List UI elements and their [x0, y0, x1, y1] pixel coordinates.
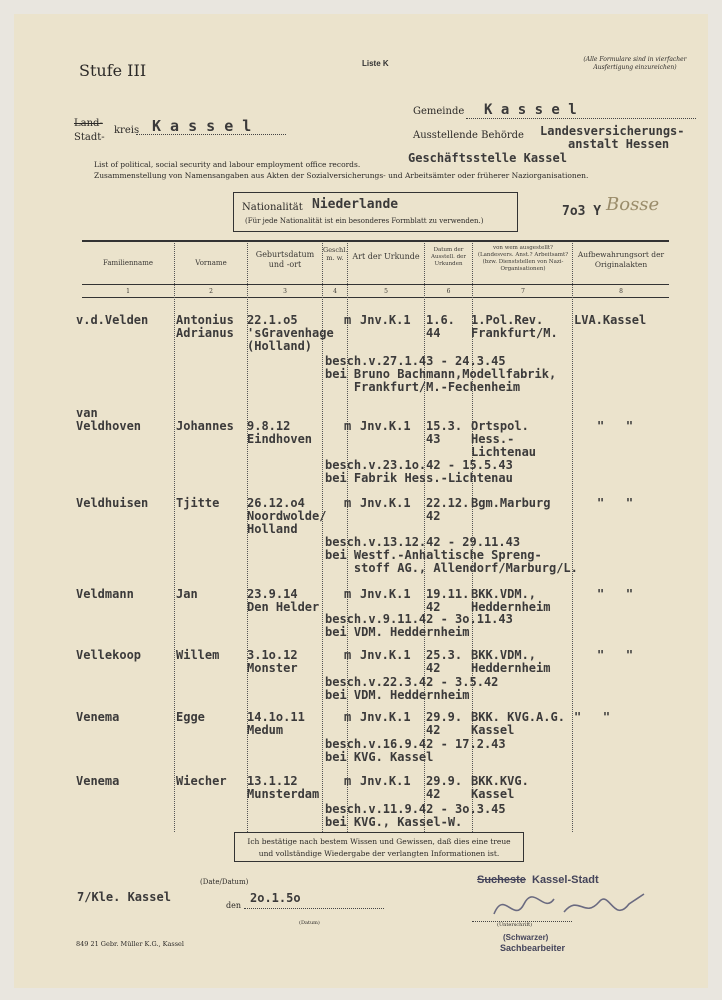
gemeinde-label: Gemeinde	[413, 106, 465, 117]
row6-geb: 14.1o.11 Medum	[247, 710, 305, 737]
nat-label: Nationalität	[242, 202, 303, 213]
stamp-office: Kassel-Stadt	[532, 874, 599, 886]
row4-name: Veldmann	[76, 587, 134, 601]
row6-art: Jnv.K.1	[360, 710, 411, 724]
col-num-6: 6	[446, 288, 451, 295]
ref-handwritten: Bosse	[606, 194, 660, 215]
row5-name: Vellekoop	[76, 648, 142, 662]
col-header-7: von wem ausgestellt? (Landesvers. Anst.? Arbeitsamt? (bzw. Dienststellen von Nazi-Organisationen)	[477, 245, 569, 272]
date-label: (Date/Datum)	[200, 878, 249, 886]
confirmation-box: Ich bestätige nach bestem Wissen und Gewissen, daß dies eine treue und vollständige Wiedergabe der verlangten Informationen ist.	[234, 832, 524, 862]
row4-art: Jnv.K.1	[360, 587, 411, 601]
row1-ort: LVA.Kassel	[574, 313, 647, 327]
land-prefix: Land-	[74, 118, 103, 129]
behoerde-value-2: anstalt Hessen	[568, 137, 670, 151]
row1-besch: besch.v.27.1.43 - 24.3.45 bei Bruno Bachmann,Modellfabrik, Frankfurt/M.-Fechenheim	[325, 354, 557, 394]
unterschrift-label: (Unterschrift)	[497, 922, 533, 928]
row3-geb: 26.12.o4 Noordwolde/ Holland	[247, 496, 327, 536]
col-num-4: 4	[333, 288, 337, 295]
row6-besch: besch.v.16.9.42 - 17.2.43 bei KVG. Kassel	[325, 737, 506, 764]
footer-date: 2o.1.5o	[250, 891, 301, 905]
row2-ort: " "	[597, 419, 634, 433]
behoerde-value-3: Geschäftsstelle Kassel	[408, 151, 567, 165]
signer-title: Sachbearbeiter	[500, 943, 566, 953]
row1-art: Jnv.K.1	[360, 313, 411, 327]
gemeinde-line	[466, 118, 696, 119]
col-header-5: Art der Urkunde	[352, 252, 420, 261]
col-num-1: 1	[126, 288, 130, 295]
row7-sex: m	[344, 774, 352, 788]
date-line	[244, 908, 384, 909]
col-header-3: Geburtsdatum und -ort	[255, 250, 315, 269]
row3-ort: " "	[597, 496, 634, 510]
row7-name: Venema	[76, 774, 120, 788]
signer-name: (Schwarzer)	[503, 933, 549, 942]
footer-ref: 7/Kle. Kassel	[77, 890, 171, 904]
row5-besch: besch.v.22.3.42 - 3.5.42 bei VDM. Heddernheim	[325, 675, 499, 702]
row4-sex: m	[344, 587, 352, 601]
row1-von: 1.Pol.Rev. Frankfurt/M.	[471, 313, 558, 340]
row5-datum: 25.3. 42	[426, 648, 463, 675]
row6-sex: m	[344, 710, 352, 724]
row6-von: BKK. KVG.A.G. Kassel	[471, 710, 565, 737]
row7-besch: besch.v.11.9.42 - 3o.3.45 bei KVG., Kassel-W.	[325, 802, 506, 829]
row7-geb: 13.1.12 Munsterdam	[247, 774, 320, 801]
row1-geb: 22.1.o5 'sGravenhage (Holland)	[247, 313, 334, 353]
den-label: den	[226, 901, 242, 910]
row6-vorname: Egge	[176, 710, 205, 724]
row6-datum: 29.9. 42	[426, 710, 463, 737]
stufe-label: Stufe III	[79, 61, 147, 80]
col-num-7: 7	[521, 288, 525, 295]
row1-sex: m	[344, 313, 352, 327]
row5-sex: m	[344, 648, 352, 662]
row6-name: Venema	[76, 710, 120, 724]
col-num-2: 2	[209, 288, 213, 295]
table-top-rule	[82, 240, 669, 242]
row4-geb: 23.9.14 Den Helder	[247, 587, 320, 614]
row2-von: Ortspol. Hess.- Lichtenau	[471, 419, 537, 459]
nat-note: (Für jede Nationalität ist ein besonderes Formblatt zu verwenden.)	[245, 217, 484, 225]
col-header-6: Datum der Ausstell. der Urkunden	[430, 247, 467, 267]
row2-besch: besch.v.23.1o.42 - 15.5.43 bei Fabrik Hess.-Lichtenau	[325, 458, 513, 485]
row3-von: Bgm.Marburg	[471, 496, 551, 510]
row3-vorname: Tjitte	[176, 496, 220, 510]
gemeinde-value: K a s s e l	[484, 102, 577, 118]
row3-sex: m	[344, 496, 352, 510]
col-num-5: 5	[384, 288, 388, 295]
row5-vorname: Willem	[176, 648, 220, 662]
row1-name: v.d.Velden	[76, 313, 149, 327]
desc-en: List of political, social security and labour employment office records.	[94, 160, 361, 169]
row4-besch: besch.v.9.11.42 - 3o.11.43 bei VDM. Heddernheim	[325, 612, 513, 639]
row2-vorname: Johannes	[176, 419, 234, 433]
ref-number: 7o3 Y	[562, 204, 602, 219]
row2-sex: m	[344, 419, 352, 433]
nat-value: Niederlande	[312, 197, 399, 212]
row1-datum: 1.6. 44	[426, 313, 455, 340]
datum-label: (Datum)	[299, 920, 320, 926]
desc-de: Zusammenstellung von Namensangaben aus Akten der Sozialversicherungs- und Arbeitsämter oder früherer Naziorganisationen.	[94, 171, 589, 180]
row4-von: BKK.VDM., Heddernheim	[471, 587, 551, 614]
col-header-4: Geschl. m. w.	[323, 246, 348, 262]
row2-art: Jnv.K.1	[360, 419, 411, 433]
row5-ort: " "	[597, 648, 634, 662]
col-divider-1	[174, 243, 175, 832]
row2-datum: 15.3. 43	[426, 419, 463, 446]
row3-art: Jnv.K.1	[360, 496, 411, 510]
kreis-value: K a s s e l	[152, 117, 252, 135]
table-number-rule	[82, 297, 669, 298]
row7-von: BKK.KVG. Kassel	[471, 774, 529, 801]
behoerde-value-1: Landesversicherungs-	[540, 124, 685, 138]
row5-geb: 3.1o.12 Monster	[247, 648, 298, 675]
row3-besch: besch.v.13.12.42 - 29.11.43 bei Westf.-Anhaltische Spreng- stoff AG., Allendorf/Marburg/L.	[325, 535, 578, 575]
row4-vorname: Jan	[176, 587, 198, 601]
row3-name: Veldhuisen	[76, 496, 149, 510]
col-header-8: Aufbewahrungsort der Originalakten	[577, 250, 665, 269]
col-header-2: Vorname	[195, 259, 227, 267]
behoerde-label: Ausstellende Behörde	[413, 130, 524, 141]
col-header-1: Familienname	[102, 259, 154, 267]
col-num-3: 3	[283, 288, 287, 295]
row7-datum: 29.9. 42	[426, 774, 463, 801]
row7-art: Jnv.K.1	[360, 774, 411, 788]
row2-name: van Veldhoven	[76, 406, 142, 433]
document-page	[14, 14, 708, 988]
row4-ort: " "	[597, 587, 634, 601]
stadt-prefix: Stadt-	[74, 132, 105, 143]
liste-label: Liste K	[362, 59, 389, 68]
table-header-rule	[82, 284, 669, 285]
row5-art: Jnv.K.1	[360, 648, 411, 662]
row1-vorname: Antonius Adrianus	[176, 313, 234, 340]
row5-von: BKK.VDM., Heddernheim	[471, 648, 551, 675]
printer-line: 849 21 Gebr. Müller K.G., Kassel	[76, 940, 184, 948]
col-num-8: 8	[619, 288, 623, 295]
stamp-struck: Sucheste	[477, 874, 526, 886]
kreis-line	[136, 134, 286, 135]
row4-datum: 19.11. 42	[426, 587, 470, 614]
row2-geb: 9.8.12 Eindhoven	[247, 419, 313, 446]
row3-datum: 22.12. 42	[426, 496, 470, 523]
form-note: (Alle Formulare sind in vierfacher Ausfertigung einzureichen)	[583, 56, 687, 71]
row7-vorname: Wiecher	[176, 774, 227, 788]
kreis-label: kreis	[114, 125, 140, 136]
row6-ort: " "	[574, 710, 611, 724]
